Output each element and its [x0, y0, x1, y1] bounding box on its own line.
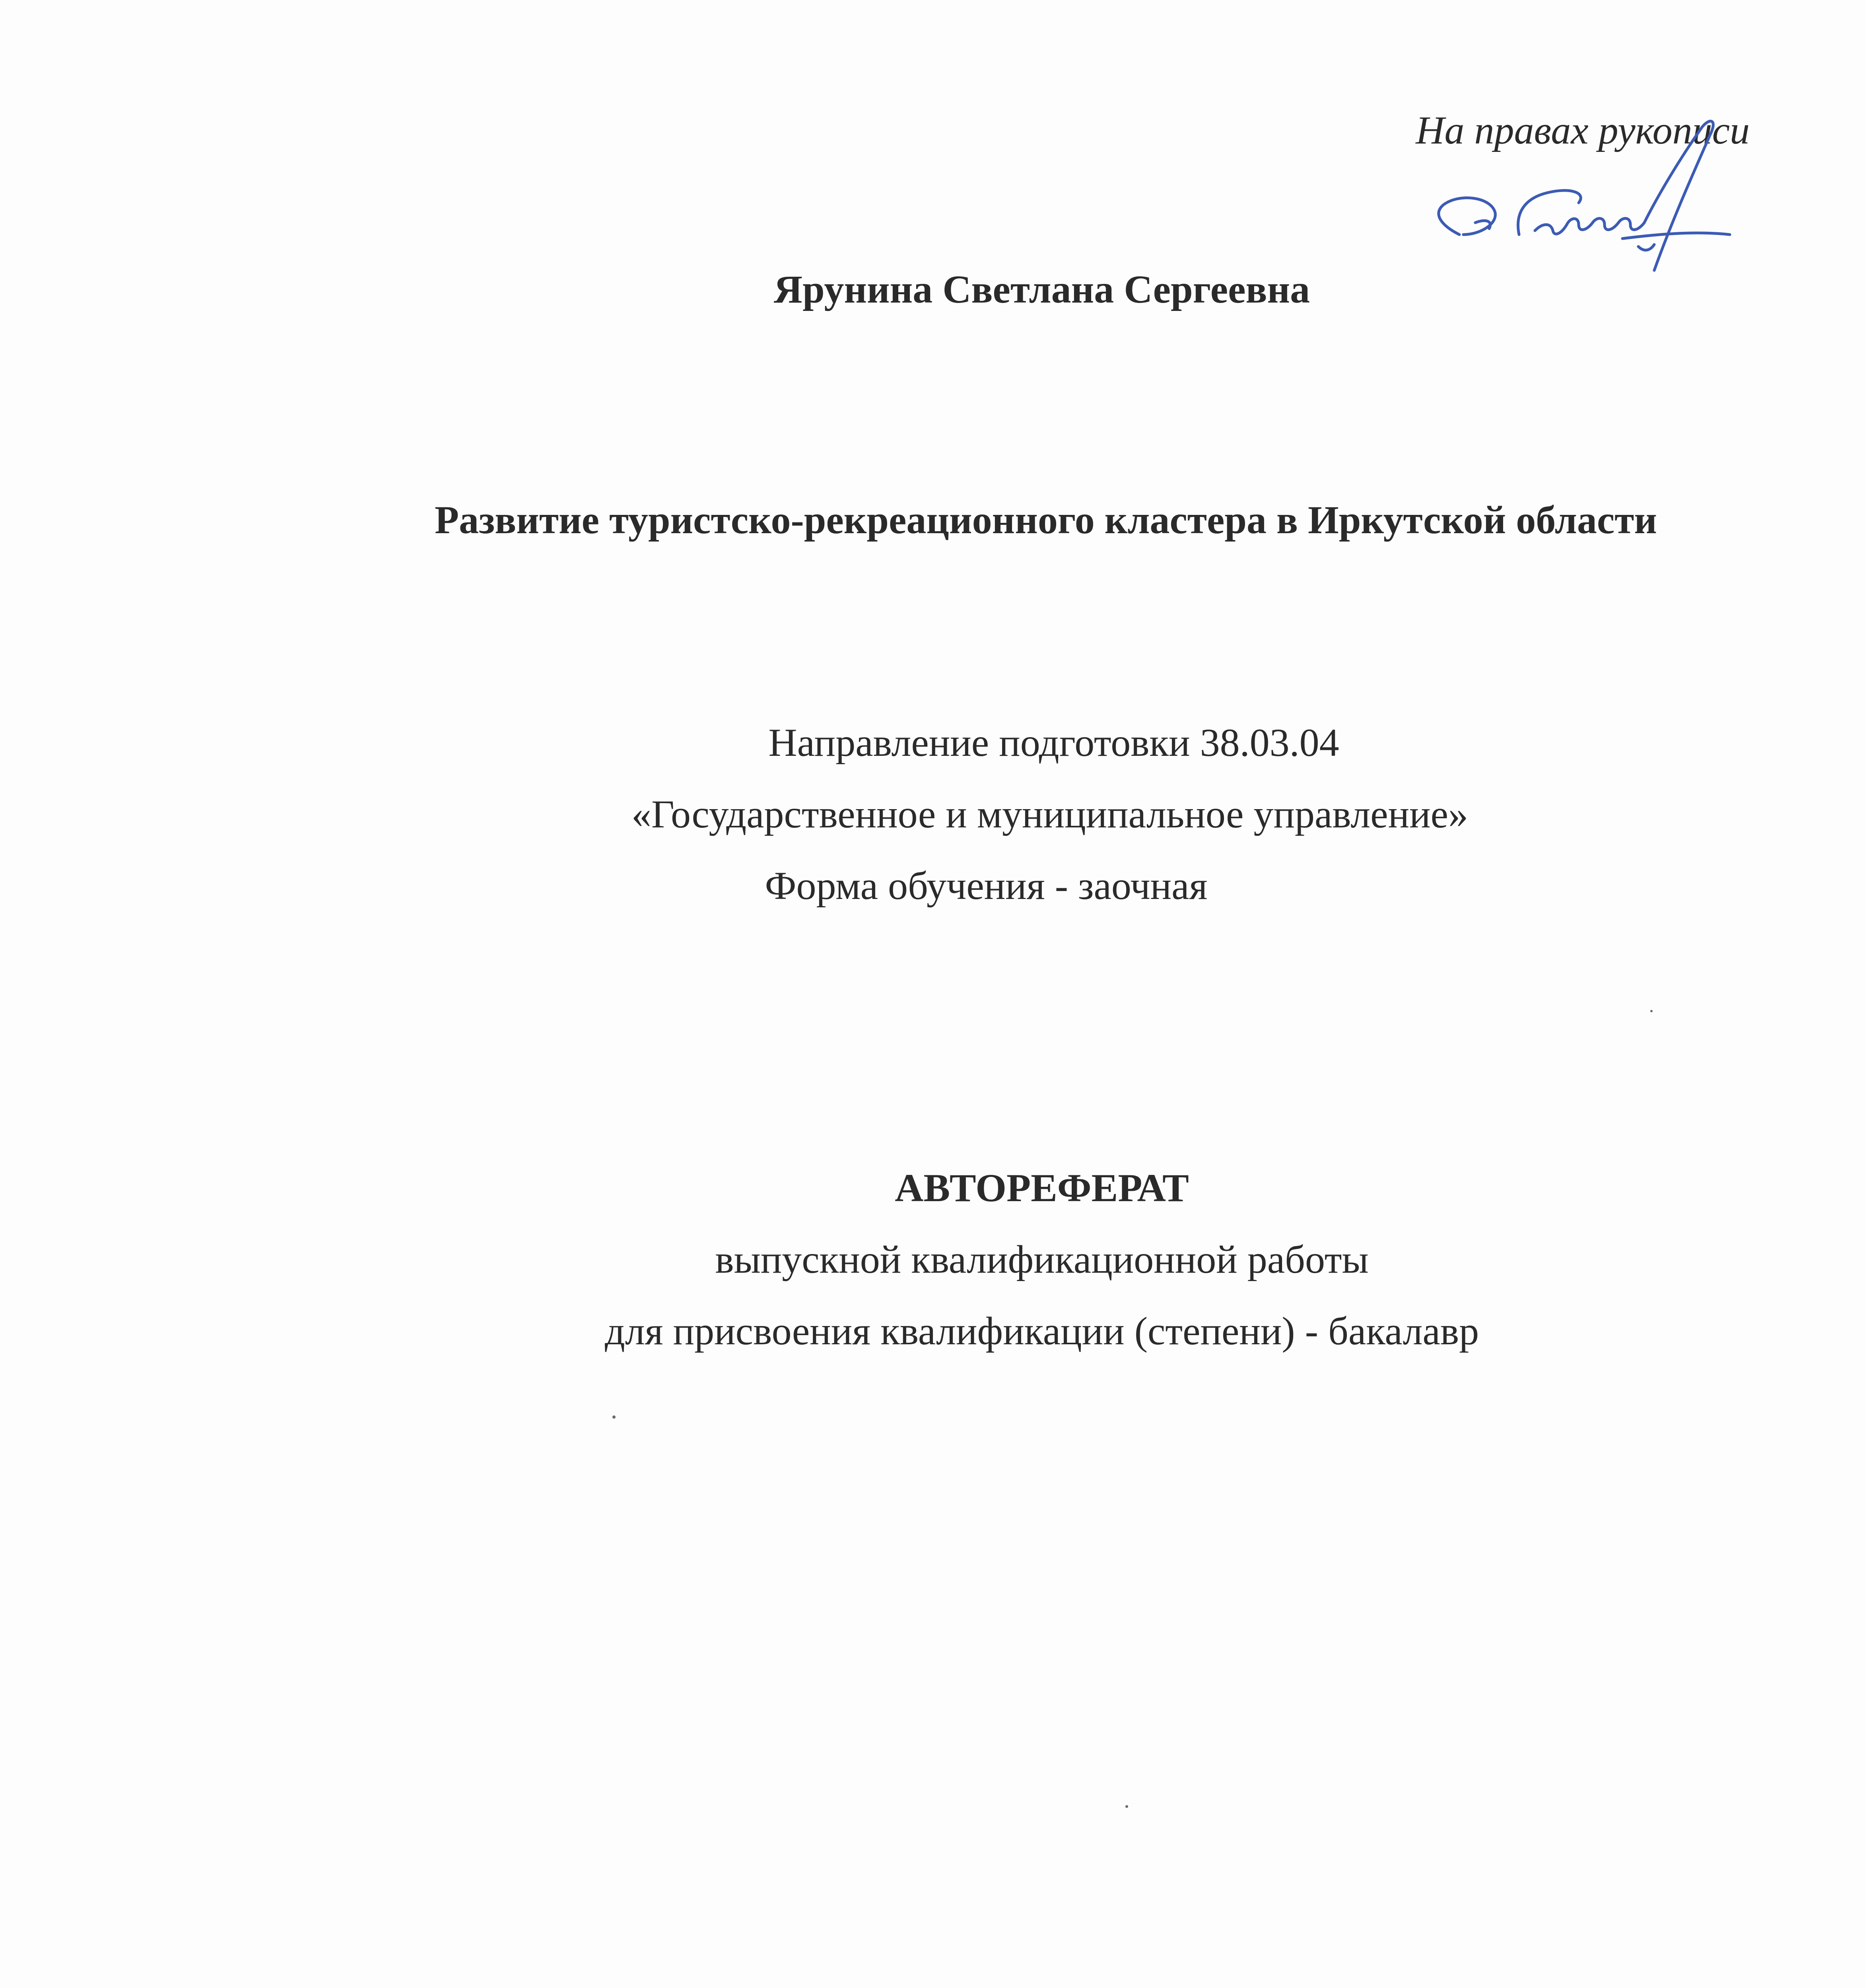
document-subtitle-1: выпускной квалификационной работы [715, 1237, 1369, 1281]
study-form: Форма обучения - заочная [765, 864, 1208, 908]
scan-speck [1650, 1010, 1653, 1012]
direction-line: Направление подготовки 38.03.04 [768, 720, 1339, 765]
scan-speck [1125, 1805, 1128, 1808]
author-name: Ярунина Светлана Сергеевна [773, 267, 1310, 311]
signature-image [1416, 103, 1766, 310]
manuscript-note: На правах рукописи [1416, 108, 1750, 152]
scan-speck [612, 1415, 616, 1419]
thesis-title: Развитие туристско-рекреационного кластера в Иркутской области [435, 498, 1657, 542]
document-subtitle-2: для присвоения квалификации (степени) - бакалавр [604, 1309, 1479, 1353]
document-type: АВТОРЕФЕРАТ [895, 1166, 1189, 1210]
program-name: «Государственное и муниципальное управление» [631, 792, 1469, 836]
